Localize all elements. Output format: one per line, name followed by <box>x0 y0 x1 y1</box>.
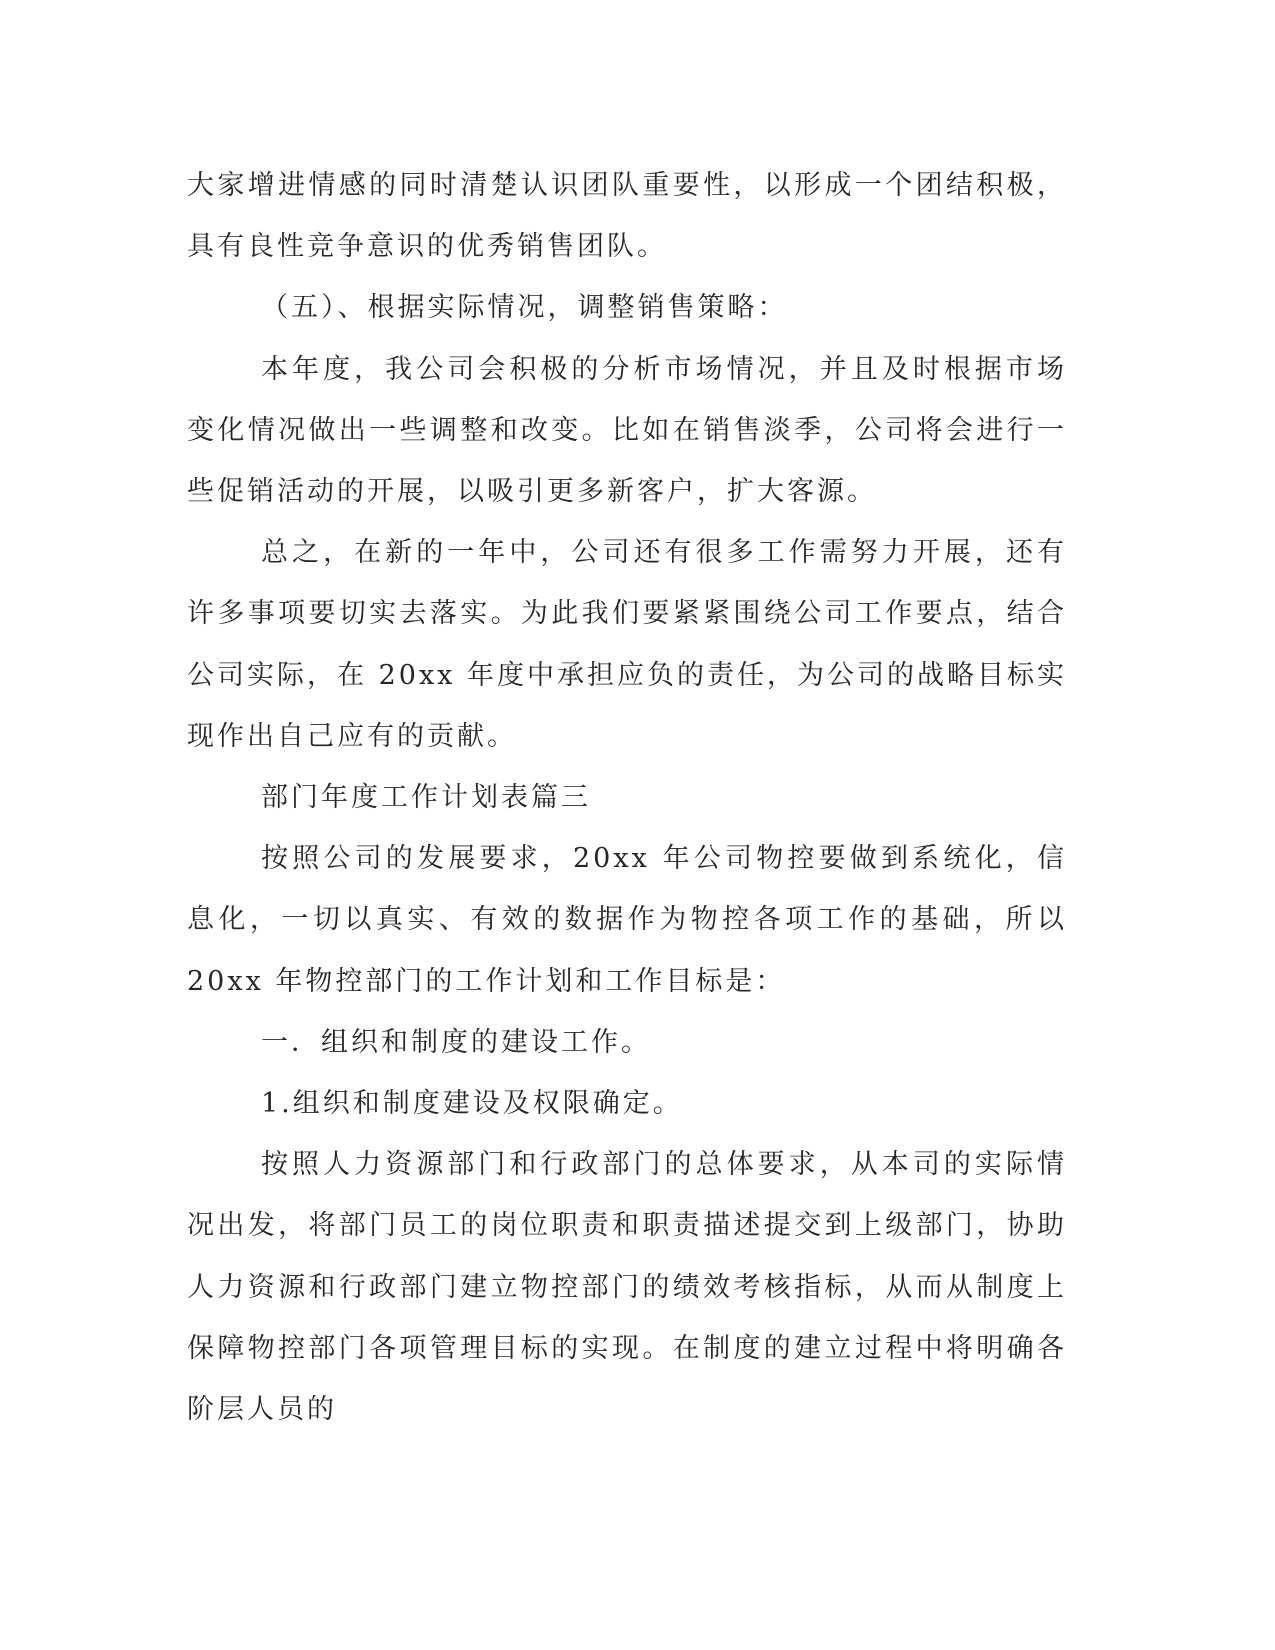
paragraph-material-control-goals: 按照公司的发展要求，20xx 年公司物控要做到系统化，信息化，一切以真实、有效的数据作为物控各项工作的基础，所以 20xx 年物控部门的工作计划和工作目标是： <box>187 843 1067 997</box>
heading-organization-system: 一．组织和制度的建设工作。 <box>261 1026 651 1058</box>
subheading-organization-authority: 1.组织和制度建设及权限确定。 <box>261 1088 683 1120</box>
document-body <box>187 155 1067 1440</box>
paragraph-hr-requirements: 按照人力资源部门和行政部门的总体要求，从本司的实际情况出发，将部门员工的岗位职责和职责描述提交到上级部门，协助人力资源和行政部门建立物控部门的绩效考核指标，从而从制度上保障物控部门各项管理目标的实现。在制度的建立过程中将明确各阶层人员的 <box>187 1149 1067 1426</box>
paragraph-summary: 总之，在新的一年中，公司还有很多工作需努力开展，还有许多事项要切实去落实。为此我们要紧紧围绕公司工作要点，结合公司实际，在 20xx 年度中承担应负的责任，为公司的战略目标实现作出自己应有的贡献。 <box>187 537 1067 752</box>
paragraph-market-analysis: 本年度，我公司会积极的分析市场情况，并且及时根据市场变化情况做出一些调整和改变。比如在销售淡季，公司将会进行一些促销活动的开展，以吸引更多新客户，扩大客源。 <box>187 353 1067 508</box>
section-title-part-three: 部门年度工作计划表篇三 <box>261 782 591 814</box>
paragraph-team-building: 大家增进情感的同时清楚认识团队重要性，以形成一个团结积极，具有良性竞争意识的优秀销售团队。 <box>187 170 1067 263</box>
heading-adjust-sales-strategy: （五）、根据实际情况，调整销售策略： <box>261 292 788 324</box>
